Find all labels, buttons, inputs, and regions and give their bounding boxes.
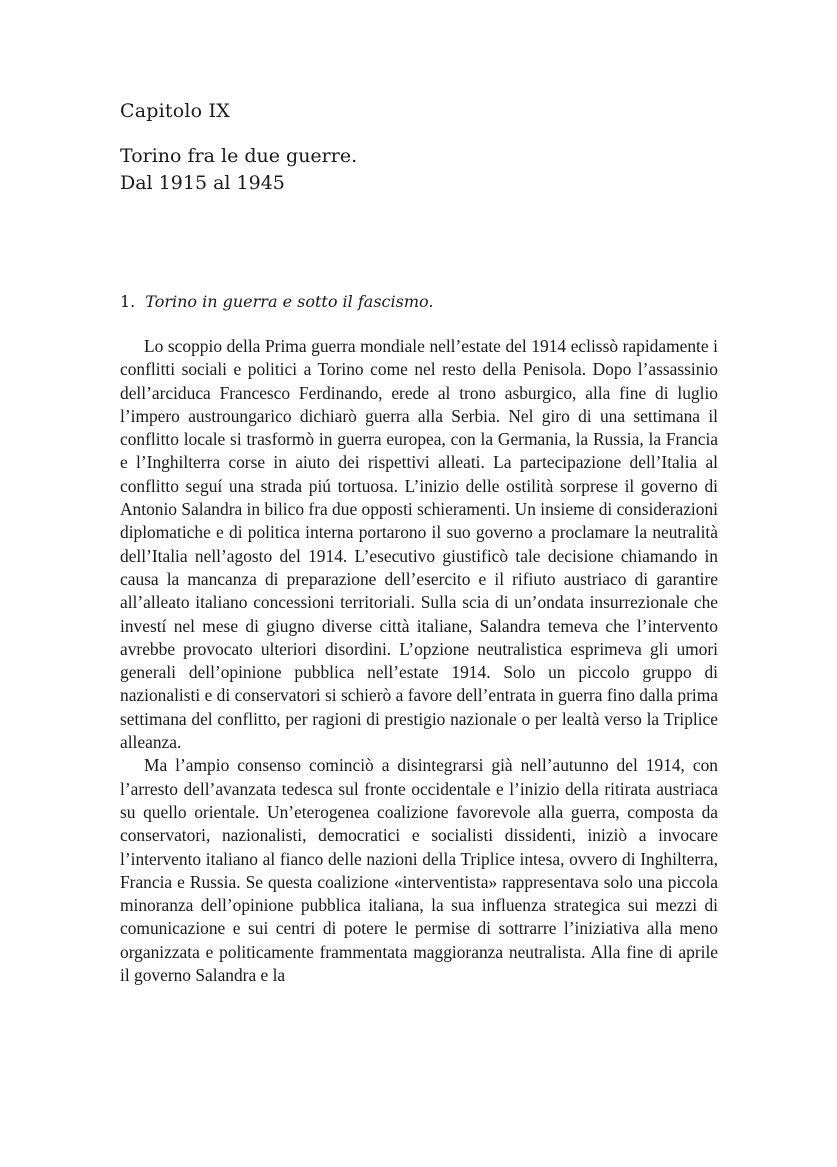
- chapter-label: Capitolo IX: [120, 100, 230, 122]
- chapter-title-line-2: Dal 1915 al 1945: [120, 172, 285, 194]
- section-title: Torino in guerra e sotto il fascismo.: [145, 292, 434, 311]
- body-text: [120, 335, 718, 987]
- section-heading: [120, 292, 433, 311]
- chapter-title: [120, 143, 357, 197]
- section-number: 1.: [120, 292, 136, 311]
- paragraph-1: Lo scoppio della Prima guerra mondiale nell’estate del 1914 eclissò rapidamente i conflitti sociali e politici a Torino come nel resto della Penisola. Dopo l’assassinio dell’arciduca Francesco Ferdinando, erede al trono asburgico, alla fine di luglio l’impero austroungarico dichiarò guerra alla Serbia. Nel giro di una settimana il conflitto locale si trasformò in guerra europea, con la Germania, la Russia, la Francia e l’Inghilterra corse in aiuto dei rispettivi alleati. La partecipazione dell’Italia al conflitto seguí una strada piú tortuosa. L’inizio delle ostilità sorprese il governo di Antonio Salandra in bilico fra due opposti schieramenti. Un insieme di considerazioni diplomatiche e di politica interna portarono il suo governo a proclamare la neutralità dell’Italia nell’agosto del 1914. L’esecutivo giustificò tale decisione chiamando in causa la mancanza di preparazione dell’esercito e il rifiuto austriaco di garantire all’alleato italiano concessioni territoriali. Sulla scia di un’ondata insurrezionale che investí nel mese di giugno diverse città italiane, Salandra temeva che l’intervento avrebbe provocato ulteriori disordini. L’opzione neutralistica esprimeva gli umori generali dell’opinione pubblica nell’estate 1914. Solo un piccolo gruppo di nazionalisti e di conservatori si schierò a favore dell’entrata in guerra fino dalla prima settimana del conflitto, per ragioni di prestigio nazionale o per lealtà verso la Triplice alleanza.: [120, 336, 718, 753]
- chapter-title-line-1: Torino fra le due guerre.: [120, 145, 358, 167]
- paragraph-2: Ma l’ampio consenso cominciò a disintegrarsi già nell’autunno del 1914, con l’arresto dell’avanzata tedesca sul fronte occidentale e l’inizio della ritirata austriaca su quello orientale. Un’eterogenea coalizione favorevole alla guerra, composta da conservatori, nazionalisti, democratici e socialisti dissidenti, iniziò a invocare l’intervento italiano al fianco delle nazioni della Triplice intesa, ovvero di Inghilterra, Francia e Russia. Se questa coalizione «interventista» rappresentava solo una piccola minoranza dell’opinione pubblica italiana, la sua influenza strategica sui mezzi di comunicazione e sui centri di potere le permise di sottrarre l’iniziativa alla meno organizzata e politicamente frammentata maggioranza neutralista. Alla fine di aprile il governo Salandra e la: [120, 755, 718, 986]
